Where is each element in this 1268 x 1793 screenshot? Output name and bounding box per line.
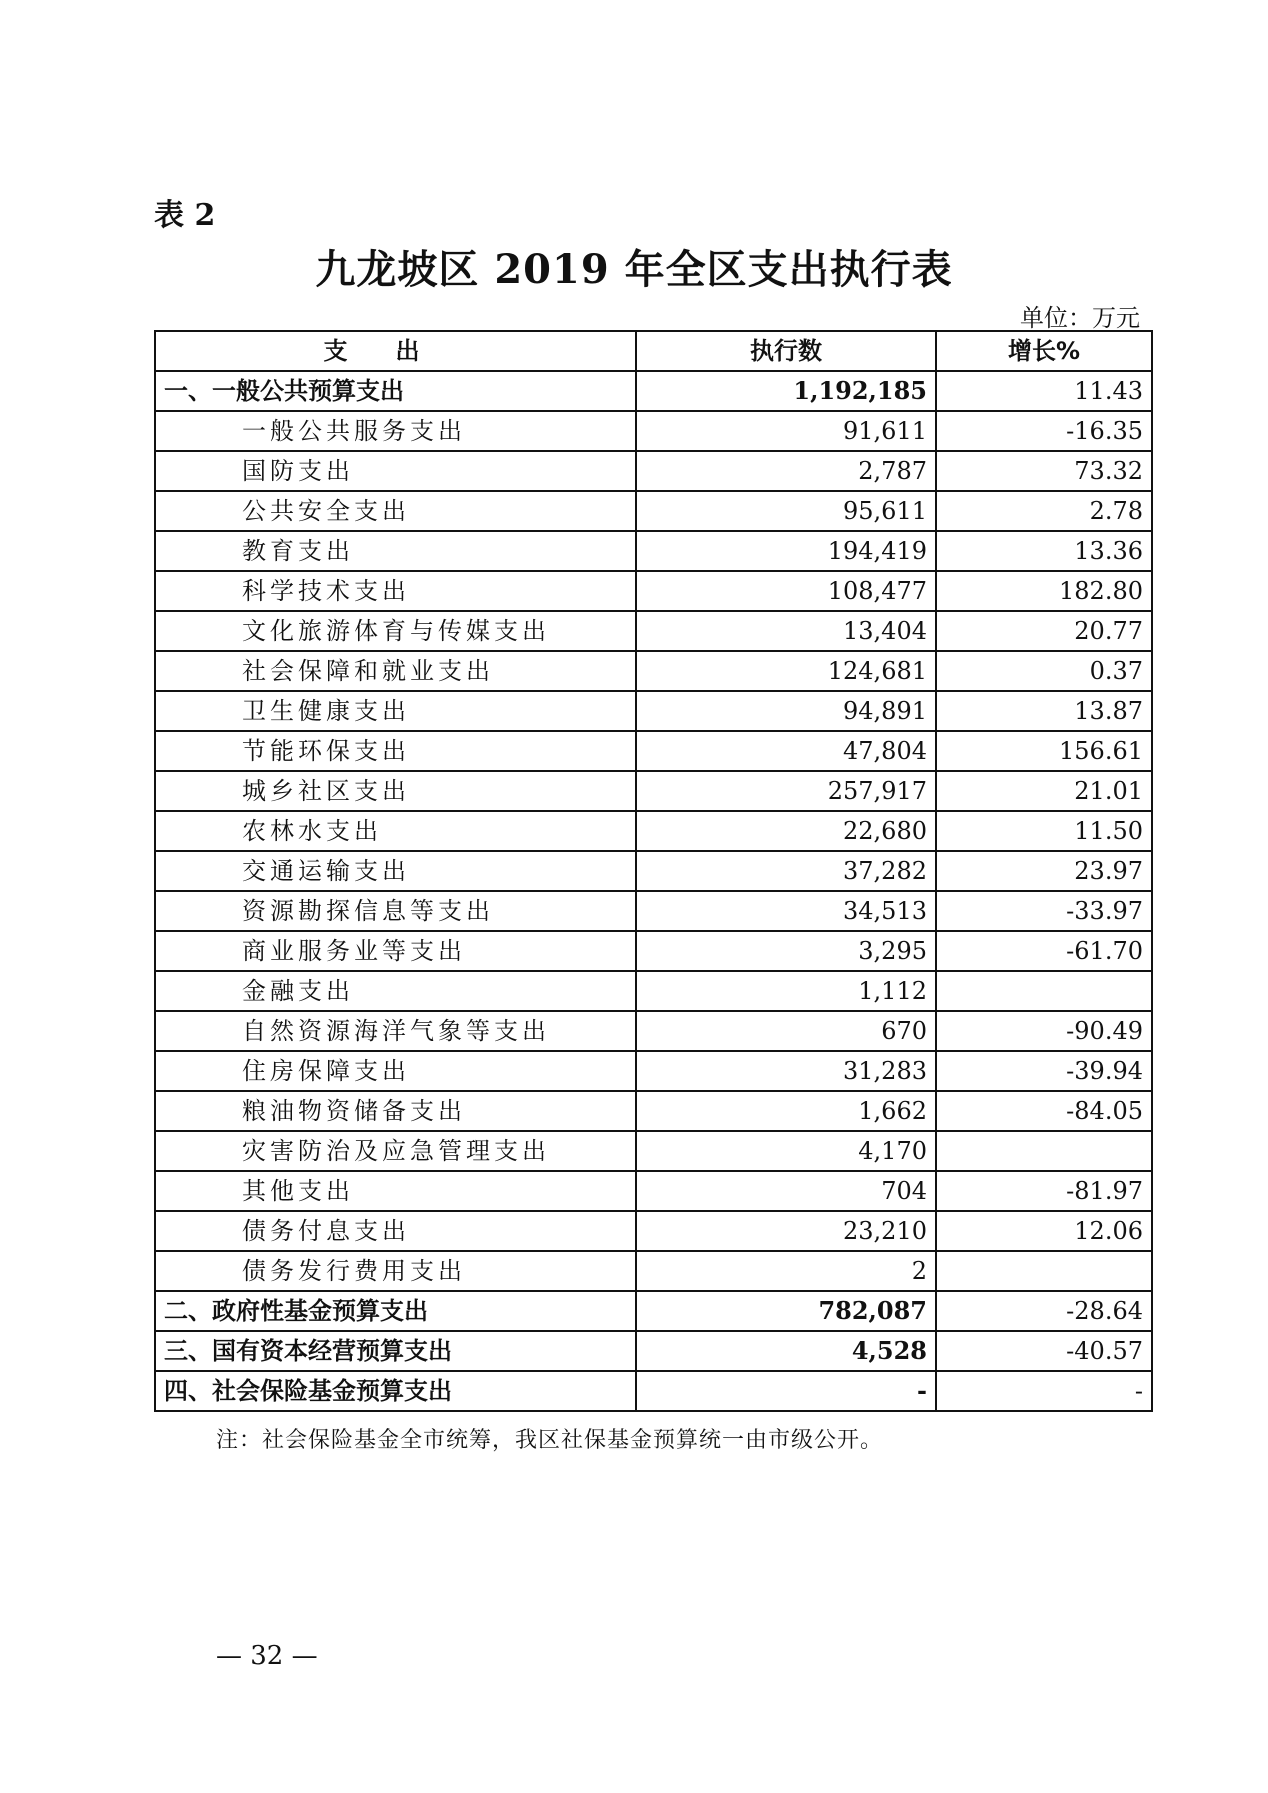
table-row: [155, 491, 1152, 531]
row-amount-cell: 47,804: [636, 731, 936, 771]
table-row: [155, 771, 1152, 811]
table-row: [155, 931, 1152, 971]
table-label: 表 2: [154, 198, 216, 233]
footnote: 注：社会保险基金全市统筹，我区社保基金预算统一由市级公开。: [216, 1428, 884, 1453]
expenditure-table: [154, 330, 1153, 1412]
table-row: [155, 1131, 1152, 1171]
row-name-cell: 三、国有资本经营预算支出: [155, 1331, 636, 1371]
table-row: [155, 1171, 1152, 1211]
row-growth-cell: 2.78: [936, 491, 1152, 531]
row-growth-cell: [936, 1131, 1152, 1171]
row-growth-cell: 13.87: [936, 691, 1152, 731]
row-amount-cell: 3,295: [636, 931, 936, 971]
header-growth: 增长%: [936, 331, 1152, 371]
row-name-cell: 其他支出: [155, 1171, 636, 1211]
row-amount-cell: 37,282: [636, 851, 936, 891]
row-growth-cell: 20.77: [936, 611, 1152, 651]
row-amount-cell: 4,528: [636, 1331, 936, 1371]
row-amount-cell: 1,112: [636, 971, 936, 1011]
table-row: [155, 971, 1152, 1011]
row-growth-cell: 182.80: [936, 571, 1152, 611]
row-amount-cell: 95,611: [636, 491, 936, 531]
row-name-cell: 金融支出: [155, 971, 636, 1011]
header-executed-amount: 执行数: [636, 331, 936, 371]
category-row: [155, 371, 1152, 411]
row-name-cell: 粮油物资储备支出: [155, 1091, 636, 1131]
row-name-cell: 科学技术支出: [155, 571, 636, 611]
row-amount-cell: 4,170: [636, 1131, 936, 1171]
row-name-cell: 商业服务业等支出: [155, 931, 636, 971]
row-growth-cell: -84.05: [936, 1091, 1152, 1131]
row-amount-cell: 2,787: [636, 451, 936, 491]
row-growth-cell: -90.49: [936, 1011, 1152, 1051]
row-growth-cell: [936, 971, 1152, 1011]
row-amount-cell: 108,477: [636, 571, 936, 611]
row-growth-cell: [936, 1251, 1152, 1291]
table-row: [155, 411, 1152, 451]
row-amount-cell: 257,917: [636, 771, 936, 811]
row-amount-cell: 670: [636, 1011, 936, 1051]
row-growth-cell: 21.01: [936, 771, 1152, 811]
table-header-row: [155, 331, 1152, 371]
row-name-cell: 一般公共服务支出: [155, 411, 636, 451]
row-growth-cell: 156.61: [936, 731, 1152, 771]
row-amount-cell: 34,513: [636, 891, 936, 931]
row-growth-cell: 11.43: [936, 371, 1152, 411]
table-row: [155, 651, 1152, 691]
table-row: [155, 1211, 1152, 1251]
row-growth-cell: -61.70: [936, 931, 1152, 971]
row-name-cell: 二、政府性基金预算支出: [155, 1291, 636, 1331]
row-growth-cell: -16.35: [936, 411, 1152, 451]
row-growth-cell: -33.97: [936, 891, 1152, 931]
row-name-cell: 灾害防治及应急管理支出: [155, 1131, 636, 1171]
row-amount-cell: 782,087: [636, 1291, 936, 1331]
table-row: [155, 571, 1152, 611]
row-amount-cell: 91,611: [636, 411, 936, 451]
table-row: [155, 611, 1152, 651]
row-name-cell: 社会保障和就业支出: [155, 651, 636, 691]
row-growth-cell: -28.64: [936, 1291, 1152, 1331]
page-number: — 32 —: [216, 1641, 318, 1671]
row-growth-cell: -40.57: [936, 1331, 1152, 1371]
table-row: [155, 731, 1152, 771]
row-name-cell: 教育支出: [155, 531, 636, 571]
row-amount-cell: 31,283: [636, 1051, 936, 1091]
row-name-cell: 一、一般公共预算支出: [155, 371, 636, 411]
table-row: [155, 811, 1152, 851]
row-name-cell: 国防支出: [155, 451, 636, 491]
row-growth-cell: 0.37: [936, 651, 1152, 691]
unit-label: 单位：万元: [1020, 304, 1140, 332]
row-amount-cell: 2: [636, 1251, 936, 1291]
row-amount-cell: 94,891: [636, 691, 936, 731]
row-name-cell: 自然资源海洋气象等支出: [155, 1011, 636, 1051]
table-row: [155, 891, 1152, 931]
table-body: [155, 371, 1152, 1411]
row-growth-cell: -39.94: [936, 1051, 1152, 1091]
row-name-cell: 交通运输支出: [155, 851, 636, 891]
row-name-cell: 公共安全支出: [155, 491, 636, 531]
row-name-cell: 文化旅游体育与传媒支出: [155, 611, 636, 651]
row-growth-cell: 73.32: [936, 451, 1152, 491]
row-growth-cell: 12.06: [936, 1211, 1152, 1251]
row-name-cell: 农林水支出: [155, 811, 636, 851]
row-name-cell: 节能环保支出: [155, 731, 636, 771]
table-row: [155, 1091, 1152, 1131]
row-amount-cell: 1,192,185: [636, 371, 936, 411]
row-name-cell: 住房保障支出: [155, 1051, 636, 1091]
row-name-cell: 资源勘探信息等支出: [155, 891, 636, 931]
document-title: 九龙坡区 2019 年全区支出执行表: [315, 246, 953, 293]
header-expenditure: 支出: [155, 331, 636, 371]
category-row: [155, 1331, 1152, 1371]
row-growth-cell: 11.50: [936, 811, 1152, 851]
row-amount-cell: 1,662: [636, 1091, 936, 1131]
row-growth-cell: -: [936, 1371, 1152, 1411]
table-row: [155, 1011, 1152, 1051]
table-row: [155, 451, 1152, 491]
row-amount-cell: 23,210: [636, 1211, 936, 1251]
row-amount-cell: 124,681: [636, 651, 936, 691]
row-amount-cell: 704: [636, 1171, 936, 1211]
row-amount-cell: 13,404: [636, 611, 936, 651]
row-name-cell: 城乡社区支出: [155, 771, 636, 811]
row-growth-cell: -81.97: [936, 1171, 1152, 1211]
category-row: [155, 1371, 1152, 1411]
row-amount-cell: 22,680: [636, 811, 936, 851]
table-row: [155, 1051, 1152, 1091]
row-amount-cell: 194,419: [636, 531, 936, 571]
table-row: [155, 531, 1152, 571]
category-row: [155, 1291, 1152, 1331]
table-row: [155, 851, 1152, 891]
row-name-cell: 卫生健康支出: [155, 691, 636, 731]
row-amount-cell: -: [636, 1371, 936, 1411]
row-growth-cell: 23.97: [936, 851, 1152, 891]
row-name-cell: 四、社会保险基金预算支出: [155, 1371, 636, 1411]
table-row: [155, 1251, 1152, 1291]
row-name-cell: 债务发行费用支出: [155, 1251, 636, 1291]
row-growth-cell: 13.36: [936, 531, 1152, 571]
table-row: [155, 691, 1152, 731]
row-name-cell: 债务付息支出: [155, 1211, 636, 1251]
